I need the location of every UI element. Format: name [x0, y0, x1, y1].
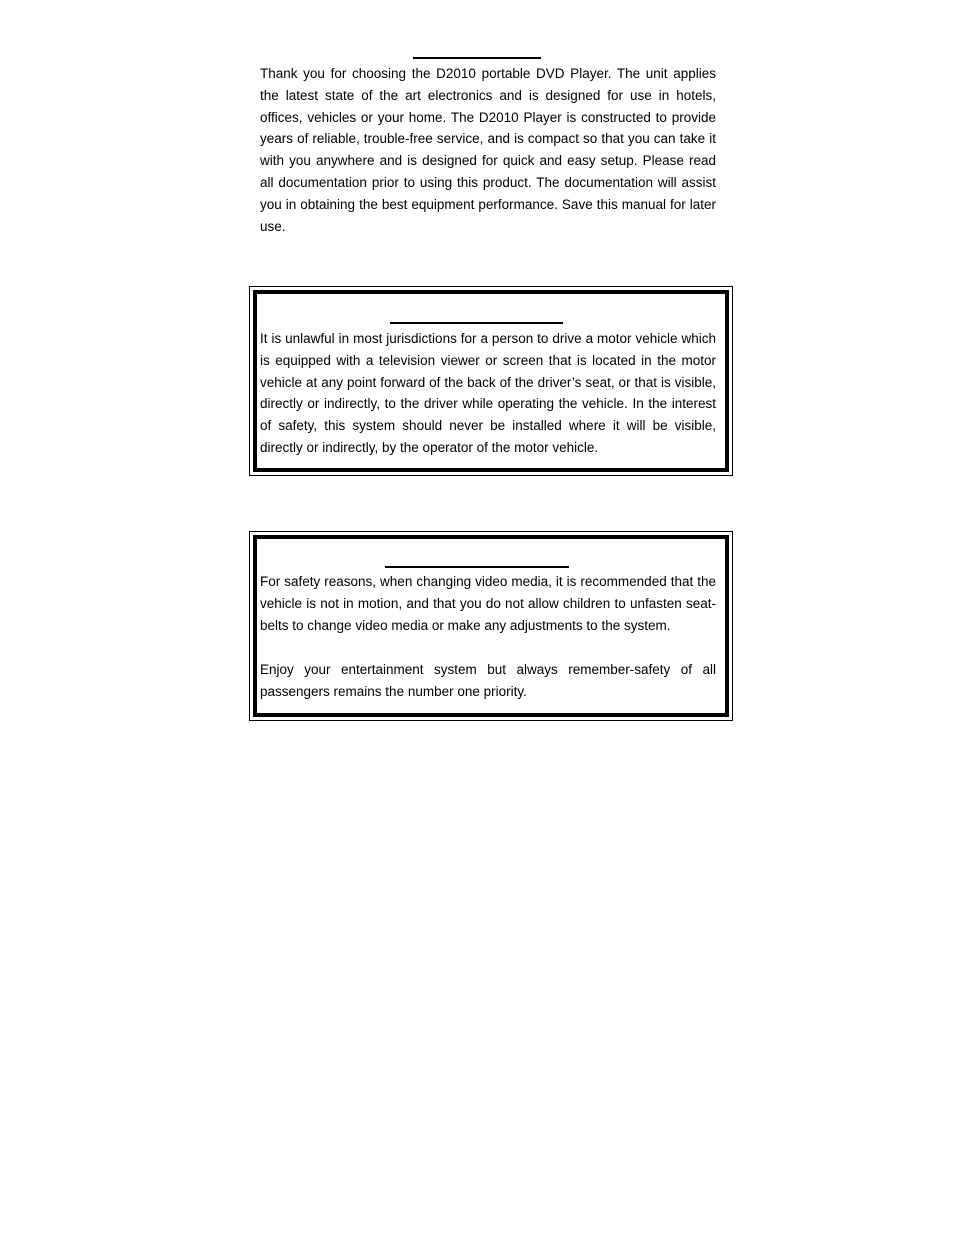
warning-paragraph: It is unlawful in most jurisdictions for a person to drive a motor vehicle which is equipped with a television viewer or screen that is located in the motor vehicle at any point forward of the back of the driver’s seat, or that is visible, directly or indirectly, to the driver while operating the vehicle. In the interest of safety, this system should never be installed where it will be visible, directly or indirectly, by the operator of the motor vehicle.: [260, 331, 716, 455]
intro-paragraph: Thank you for choosing the D2010 portable DVD Player. The unit applies the latest state of the art electronics and is designed for use in hotels, offices, vehicles or your home. The D2010 Player is constructed to provide years of reliable, trouble-free service, and is compact so that you can take it with you anywhere and is designed for quick and easy setup. Please read all documentation prior to using this product. The documentation will assist you in obtaining the best equipment performance. Save this manual for later use.: [260, 66, 716, 234]
warning-heading-rule: [390, 322, 563, 324]
safety-heading-rule: [385, 566, 569, 568]
safety-paragraph-1: For safety reasons, when changing video media, it is recommended that the vehicle is not in motion, and that you do not allow children to unfasten seat-belts to change video media or make any adjustments to the system.: [260, 574, 716, 633]
intro-heading-rule: [413, 57, 541, 59]
safety-paragraph-2: Enjoy your entertainment system but always remember-safety of all passengers remains the number one priority.: [260, 662, 716, 699]
